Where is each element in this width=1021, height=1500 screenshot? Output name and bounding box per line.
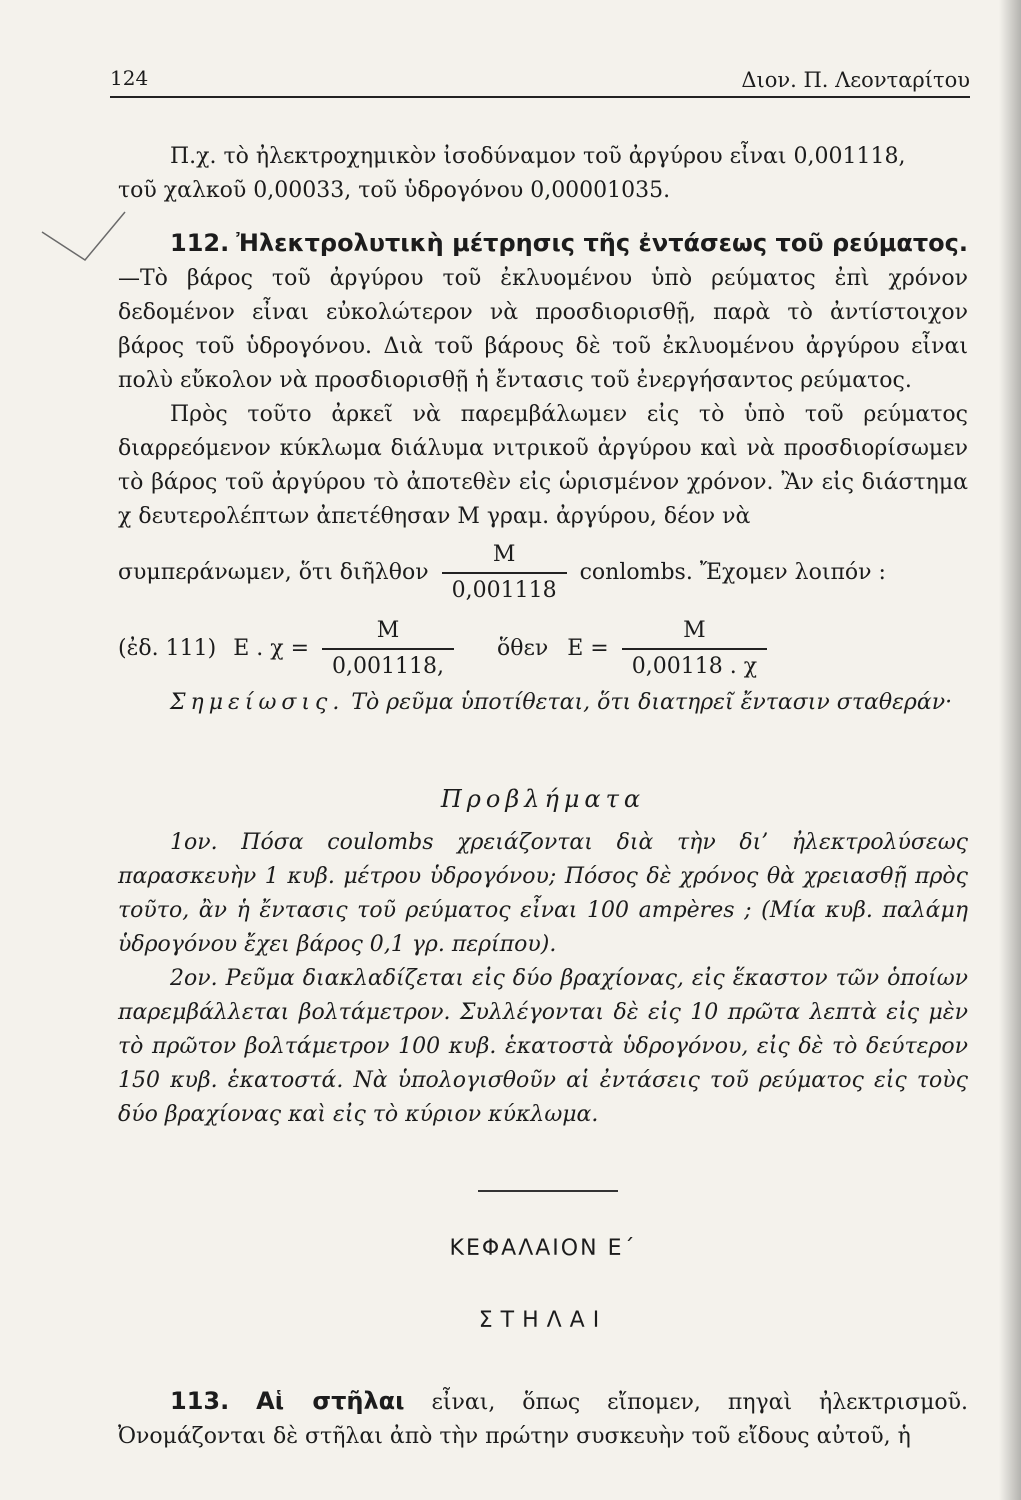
section-112-body-3-post: conlombs. Ἔχομεν λοιπόν : [579,560,886,585]
equation-line [118,614,968,684]
chapter-title: ΣΤΗΛΑΙ [478,1308,608,1333]
fraction-equation-2 [622,614,767,684]
chapter-heading [118,1232,968,1266]
problem-1 [118,826,968,962]
fraction-1-denominator: 0,001118 [442,572,567,608]
fraction-equation-1 [322,614,454,684]
note-label: Σημείωσις. [170,690,345,715]
section-112-body-2: Πρὸς τοῦτο ἀρκεῖ νὰ παρεμβάλωμεν εἰς τὸ ὑπὸ τοῦ ρεύματος διαρρεόμενον κύκλωμα διάλυμα νιτρικοῦ ἀργύρου καὶ νὰ προσδιορίσωμεν τὸ βάρος τοῦ ἀργύρου τὸ ἀποτεθὲν εἰς ὡρισμένον χρόνον. Ἂν εἰς διάστημα χ δευτερολέπτων ἀπετέθησαν Μ γραμ. ἀργύρου, δέον νὰ [118,402,968,529]
chapter-title-block [118,1304,968,1338]
problem-2-label: 2ον. [170,966,218,991]
section-113-number: 113. [170,1387,230,1415]
equation-left: E . χ = [233,636,309,661]
page-number: 124 [110,66,149,90]
section-112-title: Ἠλεκτρολυτικὴ μέτρησις τῆς ἐντάσεως τοῦ ρεύματος. [236,229,969,257]
problem-1-text: Πόσα coulombs χρειάζονται διὰ τὴν δι’ ἠλεκτρολύσεως παρασκευὴν 1 κυβ. μέτρου ὑδρογόνου; Πόσος δὲ χρόνος θὰ χρειασθῇ πρὸς τοῦτο, ἂν ἡ ἔντασις τοῦ ρεύματος εἶναι 100 ampères ; (Μία κυβ. παλάμη ὑδρογόνου ἔχει βάρος 0,1 γρ. περίπου). [118,830,968,957]
note-text: Τὸ ρεῦμα ὑποτίθεται, ὅτι διατηρεῖ ἔντασιν σταθεράν· [351,690,953,715]
problems-heading: Προβλήματα [440,785,646,813]
intro-line-2: τοῦ χαλκοῦ 0,00033, τοῦ ὑδρογόνου 0,00001035. [118,178,671,203]
section-112-body-1: —Τὸ βάρος τοῦ ἀργύρου τοῦ ἐκλυομένου ὑπὸ ρεύματος ἐπὶ χρόνον δεδομένον εἶναι εὐκολώτερον νὰ προσδιορισθῇ, παρὰ τὸ ἀντίστοιχον βάρος τοῦ ὑδρογόνου. Διὰ τοῦ βάρους δὲ τοῦ ἐκλυομένου ἀργύρου εἶναι πολὺ εὔκολον νὰ προσδιορισθῇ ἡ ἔντασις τοῦ ἐνεργήσαντος ρεύματος. [118,266,968,393]
intro-paragraph [118,140,968,208]
fraction-2-numerator: M [376,618,400,643]
page-header [110,66,970,98]
problems-section [118,782,968,1132]
header-rule [110,96,970,98]
fraction-1-numerator: M [492,542,516,567]
fraction-2-denominator: 0,001118, [322,648,454,684]
section-113 [118,1384,968,1454]
intro-line-1: Π.χ. τὸ ἠλεκτροχημικὸν ἰσοδύναμον τοῦ ἀργύρου εἶναι 0,001118, [170,144,906,169]
fraction-m-over-0001118 [442,538,567,608]
chapter-label: ΚΕΦΑΛΑΙΟΝ Ε΄ [449,1236,637,1261]
section-112-body-3-pre: συμπεράνωμεν, ὅτι διῆλθον [118,560,429,585]
problem-1-label: 1ον. [170,830,218,855]
fraction-3-denominator: 0,00118 . χ [622,648,767,684]
section-113-body: εἶναι, ὅπως εἴπομεν, πηγαὶ ἠλεκτρισμοῦ. Ὀνομάζονται δὲ στῆλαι ἀπὸ τὴν πρώτην συσκευὴν τοῦ εἴδους αὐτοῦ, ἡ [118,1390,968,1449]
section-112-number: 112. [170,229,230,257]
equation-right: E = [567,636,609,661]
fraction-3-numerator: M [683,618,706,643]
equation-reference: (ἐδ. 111) [118,636,217,661]
section-113-title: Αἱ στῆλαι [256,1387,405,1415]
running-head: Διον. Π. Λεονταρίτου [741,68,970,92]
problem-2 [118,962,968,1132]
pencil-mark-check [40,210,130,280]
page-edge-shadow [999,0,1021,1500]
section-112 [118,226,968,720]
equation-whence: ὅθεν [496,636,549,661]
section-divider [478,1190,618,1192]
problem-2-text: Ρεῦμα διακλαδίζεται εἰς δύο βραχίονας, εἰς ἕκαστον τῶν ὁποίων παρεμβάλλεται βολτάμετρον. Συλλέγονται δὲ εἰς 10 πρῶτα λεπτὰ εἰς μὲν τὸ πρῶτον βολτάμετρον 100 κυβ. ἑκατοστὰ ὑδρογόνου, εἰς δὲ τὸ δεύτερον 150 κυβ. ἑκατοστά. Νὰ ὑπολογισθοῦν αἱ ἐντάσεις τοῦ ρεύματος εἰς τοὺς δύο βραχίονας καὶ εἰς τὸ κύριον κύκλωμα. [118,966,969,1127]
